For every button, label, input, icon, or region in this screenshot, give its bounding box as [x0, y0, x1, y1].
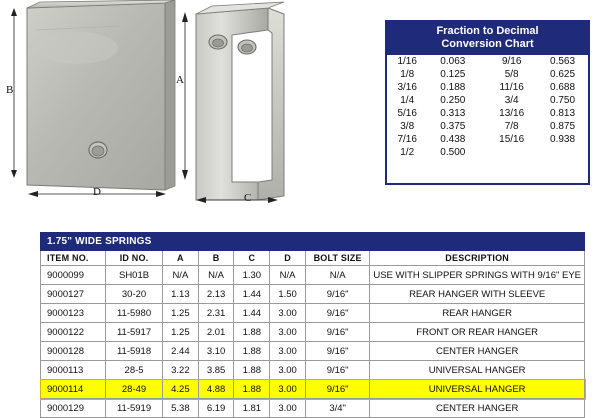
cell-description: UNIVERSAL HANGER: [370, 380, 585, 399]
cell-bolt-size: 9/16": [305, 285, 369, 304]
cell-d: N/A: [270, 266, 306, 285]
cell-bolt-size: 9/16": [305, 380, 369, 399]
fraction-row: [387, 68, 588, 81]
header-d: D: [270, 251, 306, 266]
dimension-label-a: A: [176, 74, 184, 86]
parts-table-header-row: [41, 251, 585, 266]
cell-b: 2.13: [198, 285, 234, 304]
cell-description: CENTER HANGER: [370, 342, 585, 361]
cell-item-no: 9000128: [41, 342, 106, 361]
springs-parts-table: [40, 232, 585, 418]
cell-id-no: SH01B: [106, 266, 163, 285]
cell-description: CENTER HANGER: [370, 399, 585, 418]
fraction-cell: 15/16: [499, 134, 525, 145]
cell-item-no: 9000114: [41, 380, 106, 399]
cell-id-no: 28-49: [106, 380, 163, 399]
spacer-cell: [478, 133, 486, 146]
table-row[interactable]: [41, 304, 585, 323]
cell-b: 2.01: [198, 323, 234, 342]
cell-id-no: 28-5: [106, 361, 163, 380]
parts-table-body: [41, 266, 585, 418]
dimension-label-c: C: [244, 192, 252, 204]
header-b: B: [198, 251, 234, 266]
table-row-highlighted[interactable]: [41, 380, 585, 399]
table-row[interactable]: [41, 342, 585, 361]
decimal-cell: 0.875: [550, 121, 576, 132]
fraction-cell: 11/16: [499, 82, 524, 93]
header-c: C: [234, 251, 270, 266]
section-title: 1.75" WIDE SPRINGS: [41, 233, 585, 251]
cell-b: N/A: [198, 266, 234, 285]
cell-d: 3.00: [270, 399, 306, 418]
cell-b: 4.88: [198, 380, 234, 399]
cell-c: 1.88: [234, 342, 270, 361]
fraction-cell: 7/16: [397, 134, 417, 145]
fraction-row: [387, 94, 588, 107]
cell-a: N/A: [163, 266, 199, 285]
cell-d: 3.00: [270, 304, 306, 323]
cell-c: 1.88: [234, 361, 270, 380]
fraction-cell: 1/16: [397, 56, 417, 67]
cell-item-no: 9000113: [41, 361, 106, 380]
cell-id-no: 11-5919: [106, 399, 163, 418]
cell-c: 1.30: [234, 266, 270, 285]
decimal-cell: 0.563: [550, 56, 576, 67]
spacer-cell: [478, 81, 486, 94]
cell-a: 1.25: [163, 323, 199, 342]
cell-description: UNIVERSAL HANGER: [370, 361, 585, 380]
cell-item-no: 9000123: [41, 304, 106, 323]
fraction-cell: 3/8: [400, 121, 415, 132]
cell-item-no: 9000129: [41, 399, 106, 418]
fraction-cell: 1/4: [400, 95, 415, 106]
cell-b: 6.19: [198, 399, 234, 418]
spacer-cell: [478, 94, 486, 107]
fraction-cell: 13/16: [499, 108, 525, 119]
fraction-cell: 5/16: [397, 108, 417, 119]
spacer-cell: [478, 68, 486, 81]
header-id-no: ID NO.: [106, 251, 163, 266]
decimal-cell: 0.375: [440, 121, 466, 132]
cell-d: 3.00: [270, 342, 306, 361]
cell-c: 1.44: [234, 285, 270, 304]
cell-bolt-size: 9/16": [305, 342, 369, 361]
fraction-row: [387, 107, 588, 120]
cell-id-no: 30-20: [106, 285, 163, 304]
cell-c: 1.88: [234, 323, 270, 342]
fraction-cell: 7/8: [504, 121, 519, 132]
table-row[interactable]: [41, 361, 585, 380]
decimal-cell: 0.938: [550, 134, 576, 145]
cell-description: FRONT OR REAR HANGER: [370, 323, 585, 342]
cell-id-no: 11-5980: [106, 304, 163, 323]
cell-b: 3.10: [198, 342, 234, 361]
section-title-row: [41, 233, 585, 251]
fraction-cell: 1/8: [400, 69, 415, 80]
fraction-cell: [486, 146, 537, 159]
fraction-cell: 9/16: [501, 56, 522, 67]
parts-table-head: [41, 233, 585, 266]
fraction-chart-table: [387, 55, 588, 159]
fraction-row: [387, 133, 588, 146]
fraction-chart-title: [387, 22, 588, 55]
cell-d: 3.00: [270, 323, 306, 342]
header-item-no: ITEM NO.: [41, 251, 106, 266]
cell-bolt-size: N/A: [305, 266, 369, 285]
cell-bolt-size: 9/16": [305, 304, 369, 323]
cell-id-no: 11-5918: [106, 342, 163, 361]
decimal-cell: 0.125: [440, 69, 466, 80]
hanger-plate-3d: [27, 0, 175, 190]
fraction-cell: 3/16: [397, 82, 417, 93]
cell-b: 3.85: [198, 361, 234, 380]
cell-bolt-size: 9/16": [305, 361, 369, 380]
fraction-row: [387, 146, 588, 159]
fraction-row: [387, 55, 588, 68]
header-description: DESCRIPTION: [370, 251, 585, 266]
header-bolt-size: BOLT SIZE: [305, 251, 369, 266]
spacer-cell: [478, 107, 486, 120]
table-row[interactable]: [41, 285, 585, 304]
cell-item-no: 9000099: [41, 266, 106, 285]
cell-a: 5.38: [163, 399, 199, 418]
cell-id-no: 11-5917: [106, 323, 163, 342]
cell-item-no: 9000127: [41, 285, 106, 304]
decimal-cell: 0.188: [440, 82, 466, 93]
table-row[interactable]: [41, 266, 585, 285]
cell-c: 1.81: [234, 399, 270, 418]
spacer-cell: [478, 55, 486, 68]
cell-d: 3.00: [270, 361, 306, 380]
cell-description: REAR HANGER WITH SLEEVE: [370, 285, 585, 304]
dimension-label-d: D: [93, 186, 101, 198]
cell-b: 2.31: [198, 304, 234, 323]
cell-a: 4.25: [163, 380, 199, 399]
cell-description: REAR HANGER: [370, 304, 585, 323]
u-bracket-3d: [196, 2, 284, 200]
spacer-cell: [478, 120, 486, 133]
table-row[interactable]: [41, 323, 585, 342]
fraction-cell: 1/2: [400, 147, 415, 158]
fraction-conversion-chart: [385, 20, 590, 185]
decimal-cell: 0.313: [440, 108, 466, 119]
decimal-cell: 0.688: [550, 82, 576, 93]
cell-description: USE WITH SLIPPER SPRINGS WITH 9/16" EYE: [370, 266, 585, 285]
table-row[interactable]: [41, 399, 585, 418]
cell-a: 3.22: [163, 361, 199, 380]
decimal-cell: 0.250: [440, 95, 466, 106]
cell-bolt-size: 3/4": [305, 399, 369, 418]
cell-c: 1.88: [234, 380, 270, 399]
decimal-cell: [537, 146, 588, 159]
fraction-chart-title-line2: Conversion Chart: [441, 38, 534, 50]
cell-a: 1.25: [163, 304, 199, 323]
fraction-row: [387, 81, 588, 94]
cell-c: 1.44: [234, 304, 270, 323]
decimal-cell: 0.813: [550, 108, 576, 119]
decimal-cell: 0.438: [440, 134, 466, 145]
cell-d: 1.50: [270, 285, 306, 304]
fraction-row: [387, 120, 588, 133]
decimal-cell: 0.500: [440, 147, 466, 158]
fraction-chart-title-line1: Fraction to Decimal: [436, 25, 539, 37]
header-a: A: [163, 251, 199, 266]
cell-item-no: 9000122: [41, 323, 106, 342]
cell-a: 2.44: [163, 342, 199, 361]
decimal-cell: 0.625: [550, 69, 576, 80]
decimal-cell: 0.063: [440, 56, 466, 67]
spacer-cell: [478, 146, 486, 159]
cell-bolt-size: 9/16": [305, 323, 369, 342]
decimal-cell: 0.750: [550, 95, 576, 106]
dimension-label-b: B: [6, 84, 14, 96]
fraction-cell: 5/8: [504, 69, 519, 80]
fraction-chart-body: [387, 55, 588, 159]
cell-d: 3.00: [270, 380, 306, 399]
fraction-cell: 3/4: [504, 95, 519, 106]
cell-a: 1.13: [163, 285, 199, 304]
